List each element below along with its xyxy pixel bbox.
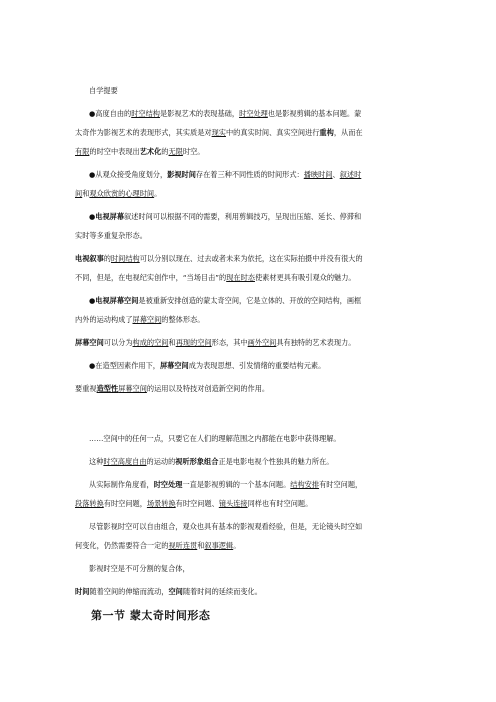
study-summary-title — [75, 81, 427, 100]
paragraph-line — [75, 452, 427, 471]
text-run: 和 — [197, 541, 205, 550]
text-run: 的整体形态。 — [161, 315, 205, 324]
text-run: 时空高度自由 — [103, 457, 147, 466]
text-run: 是影视艺术的表现基础， — [159, 109, 240, 118]
text-run: 的运动的 — [146, 457, 176, 466]
text-run: 同样也有时空问题。 — [247, 499, 313, 508]
text-run: 电视叙事 — [75, 254, 104, 263]
text-run: 正是电影电视个性独具的魅力所在。 — [218, 457, 334, 466]
section-heading: 第一节 蒙太奇时间形态 — [91, 609, 211, 622]
text-run: 何变化，仍然需要符合一定的 — [75, 541, 169, 550]
text-run: 屏幕空间 — [159, 361, 189, 370]
text-run: 影视时空是不可分割的复合体， — [89, 564, 190, 573]
text-run: 场景转换 — [146, 499, 176, 508]
text-run: 也是影视剪辑的基本问题。蒙 — [267, 109, 362, 118]
text-run: 电视屏幕空间 — [95, 296, 139, 305]
paragraph-line — [75, 207, 427, 226]
text-run: 随着时间的延续而变化。 — [182, 587, 262, 596]
text-run: 的运用以及特技对创造新空间的作用。 — [146, 384, 270, 393]
text-run: 。 — [233, 541, 241, 550]
paragraph-line — [75, 536, 427, 555]
text-run: 实时等多重复杂形态。 — [75, 231, 147, 240]
text-run: 时空结构 — [131, 109, 160, 118]
text-run: 视听连贯 — [168, 541, 198, 550]
text-run: 有限 — [75, 147, 90, 156]
paragraph-line — [75, 559, 427, 578]
text-run: 自学提要 — [89, 86, 118, 95]
paragraph-line — [75, 582, 427, 601]
text-run: 构成的空间 — [132, 338, 169, 347]
text-run: 不同，但是，在电视纪实创作中，“当场目击”的 — [75, 273, 227, 282]
text-run: 屏幕空间 — [75, 338, 104, 347]
paragraph-line — [75, 291, 427, 310]
text-run: 使素材更具有吸引观众的魅力。 — [254, 273, 356, 282]
text-run: 结构安排 — [290, 480, 320, 489]
text-run: ，从而在 — [333, 128, 363, 137]
paragraph-line — [75, 379, 427, 398]
text-run: ●高度自由的 — [89, 109, 132, 118]
paragraph-line — [75, 356, 427, 375]
text-run: ● — [89, 296, 96, 305]
text-run: 、 — [332, 170, 340, 179]
text-run: 影视时间 — [167, 170, 196, 179]
text-run: 画外空间 — [247, 338, 277, 347]
text-run: 内外的运动构成了 — [75, 315, 133, 324]
text-run: 太奇作为影视艺术的表现形式，其实质是对 — [75, 128, 212, 137]
text-run: 屏幕空间 — [132, 315, 162, 324]
text-run: 可以分别以现在、过去或者未来为依托，这在实际拍摄中并没有很大的 — [139, 254, 363, 263]
paragraph-line — [75, 249, 427, 268]
text-run: 是被重新安排创造的蒙太奇空间，它是立体的、开放的空间结构，画框 — [138, 296, 362, 305]
text-run: 叙述时 — [339, 170, 362, 179]
paragraph-line — [75, 268, 427, 287]
text-run: 时空处理 — [239, 109, 268, 118]
paragraph-line — [75, 226, 427, 245]
text-run: 有时空问题， — [319, 480, 363, 489]
text-run: ●在造型因素作用下， — [89, 361, 160, 370]
text-run: 现实 — [211, 128, 226, 137]
text-run: 存在着三种不同性质的时间形式： — [195, 170, 304, 179]
text-run: 要重视 — [75, 384, 97, 393]
paragraph-line — [75, 494, 427, 513]
text-run: 和 — [82, 189, 90, 198]
text-run: 具有独特的艺术表现力。 — [276, 338, 356, 347]
text-run: 有时空问题， — [103, 499, 147, 508]
text-run: 这种 — [89, 457, 104, 466]
paragraph-line — [75, 123, 427, 142]
text-run: 艺术化 — [139, 147, 162, 156]
text-run: 的 — [161, 147, 169, 156]
text-run: 时空。 — [182, 147, 205, 156]
text-run: 观众欣赏的心理时间 — [89, 189, 155, 198]
paragraph-line — [75, 517, 427, 536]
text-run: 电视屏幕 — [95, 212, 125, 221]
text-run: 的时空中表现出 — [89, 147, 140, 156]
text-run: 现在时态 — [226, 273, 255, 282]
paragraph-line — [75, 184, 427, 203]
text-run: ●从观众接受角度划分， — [89, 170, 168, 179]
text-run: 中的真实时间、真实空间进行 — [225, 128, 320, 137]
paragraph-line — [75, 310, 427, 329]
text-run: 视听形象组合 — [175, 457, 219, 466]
text-run: 尽管影视时空可以自由组合，观众也具有基本的影视观看经验，但是，无论镜头时空如 — [89, 522, 363, 531]
text-run: 从实际制作角度看， — [89, 480, 154, 489]
text-run: 时间结构 — [110, 254, 140, 263]
text-run: 段落转换 — [75, 499, 104, 508]
text-run: 随着空间的伸缩而流动， — [89, 587, 169, 596]
text-run: 形态，其中 — [211, 338, 248, 347]
text-run: 时空处理 — [153, 480, 183, 489]
paragraph-line — [75, 475, 427, 494]
text-run: 空间 — [168, 587, 183, 596]
text-run: 造型性 — [96, 384, 119, 393]
text-run: 有时空问题、 — [175, 499, 219, 508]
text-run: 叙事逻辑 — [204, 541, 234, 550]
text-run: 叙述时间可以根据不同的需要，利用剪辑技巧，呈现出压缩、延长、停滞和 — [124, 212, 362, 221]
text-run: 间 — [75, 189, 83, 198]
text-run: 的 — [103, 254, 111, 263]
text-run: 。 — [154, 189, 162, 198]
text-run: 播映时间 — [303, 170, 333, 179]
text-run: 无限 — [168, 147, 183, 156]
paragraph-line — [75, 165, 427, 184]
text-run: 屏幕空间 — [118, 384, 147, 393]
text-run: 时间 — [75, 587, 90, 596]
text-run: 再现的空间 — [175, 338, 212, 347]
paragraph-line — [75, 333, 427, 352]
text-run: 成为表现思想、引发情绪的重要结构元素。 — [188, 361, 326, 370]
text-run: ● — [89, 212, 96, 221]
paragraph-line — [89, 429, 441, 448]
text-run: 镜头连接 — [218, 499, 248, 508]
text-run: 一直是影视剪辑的一个基本问题。 — [182, 480, 291, 489]
text-run: 重构 — [319, 128, 334, 137]
text-run: ……空间中的任何一点，只要它在人们的理解范围之内都能在电影中获得理解。 — [89, 434, 341, 443]
paragraph-line — [75, 142, 427, 161]
text-run: 可以分为 — [103, 338, 133, 347]
text-run: 和 — [168, 338, 176, 347]
paragraph-line — [75, 104, 427, 123]
